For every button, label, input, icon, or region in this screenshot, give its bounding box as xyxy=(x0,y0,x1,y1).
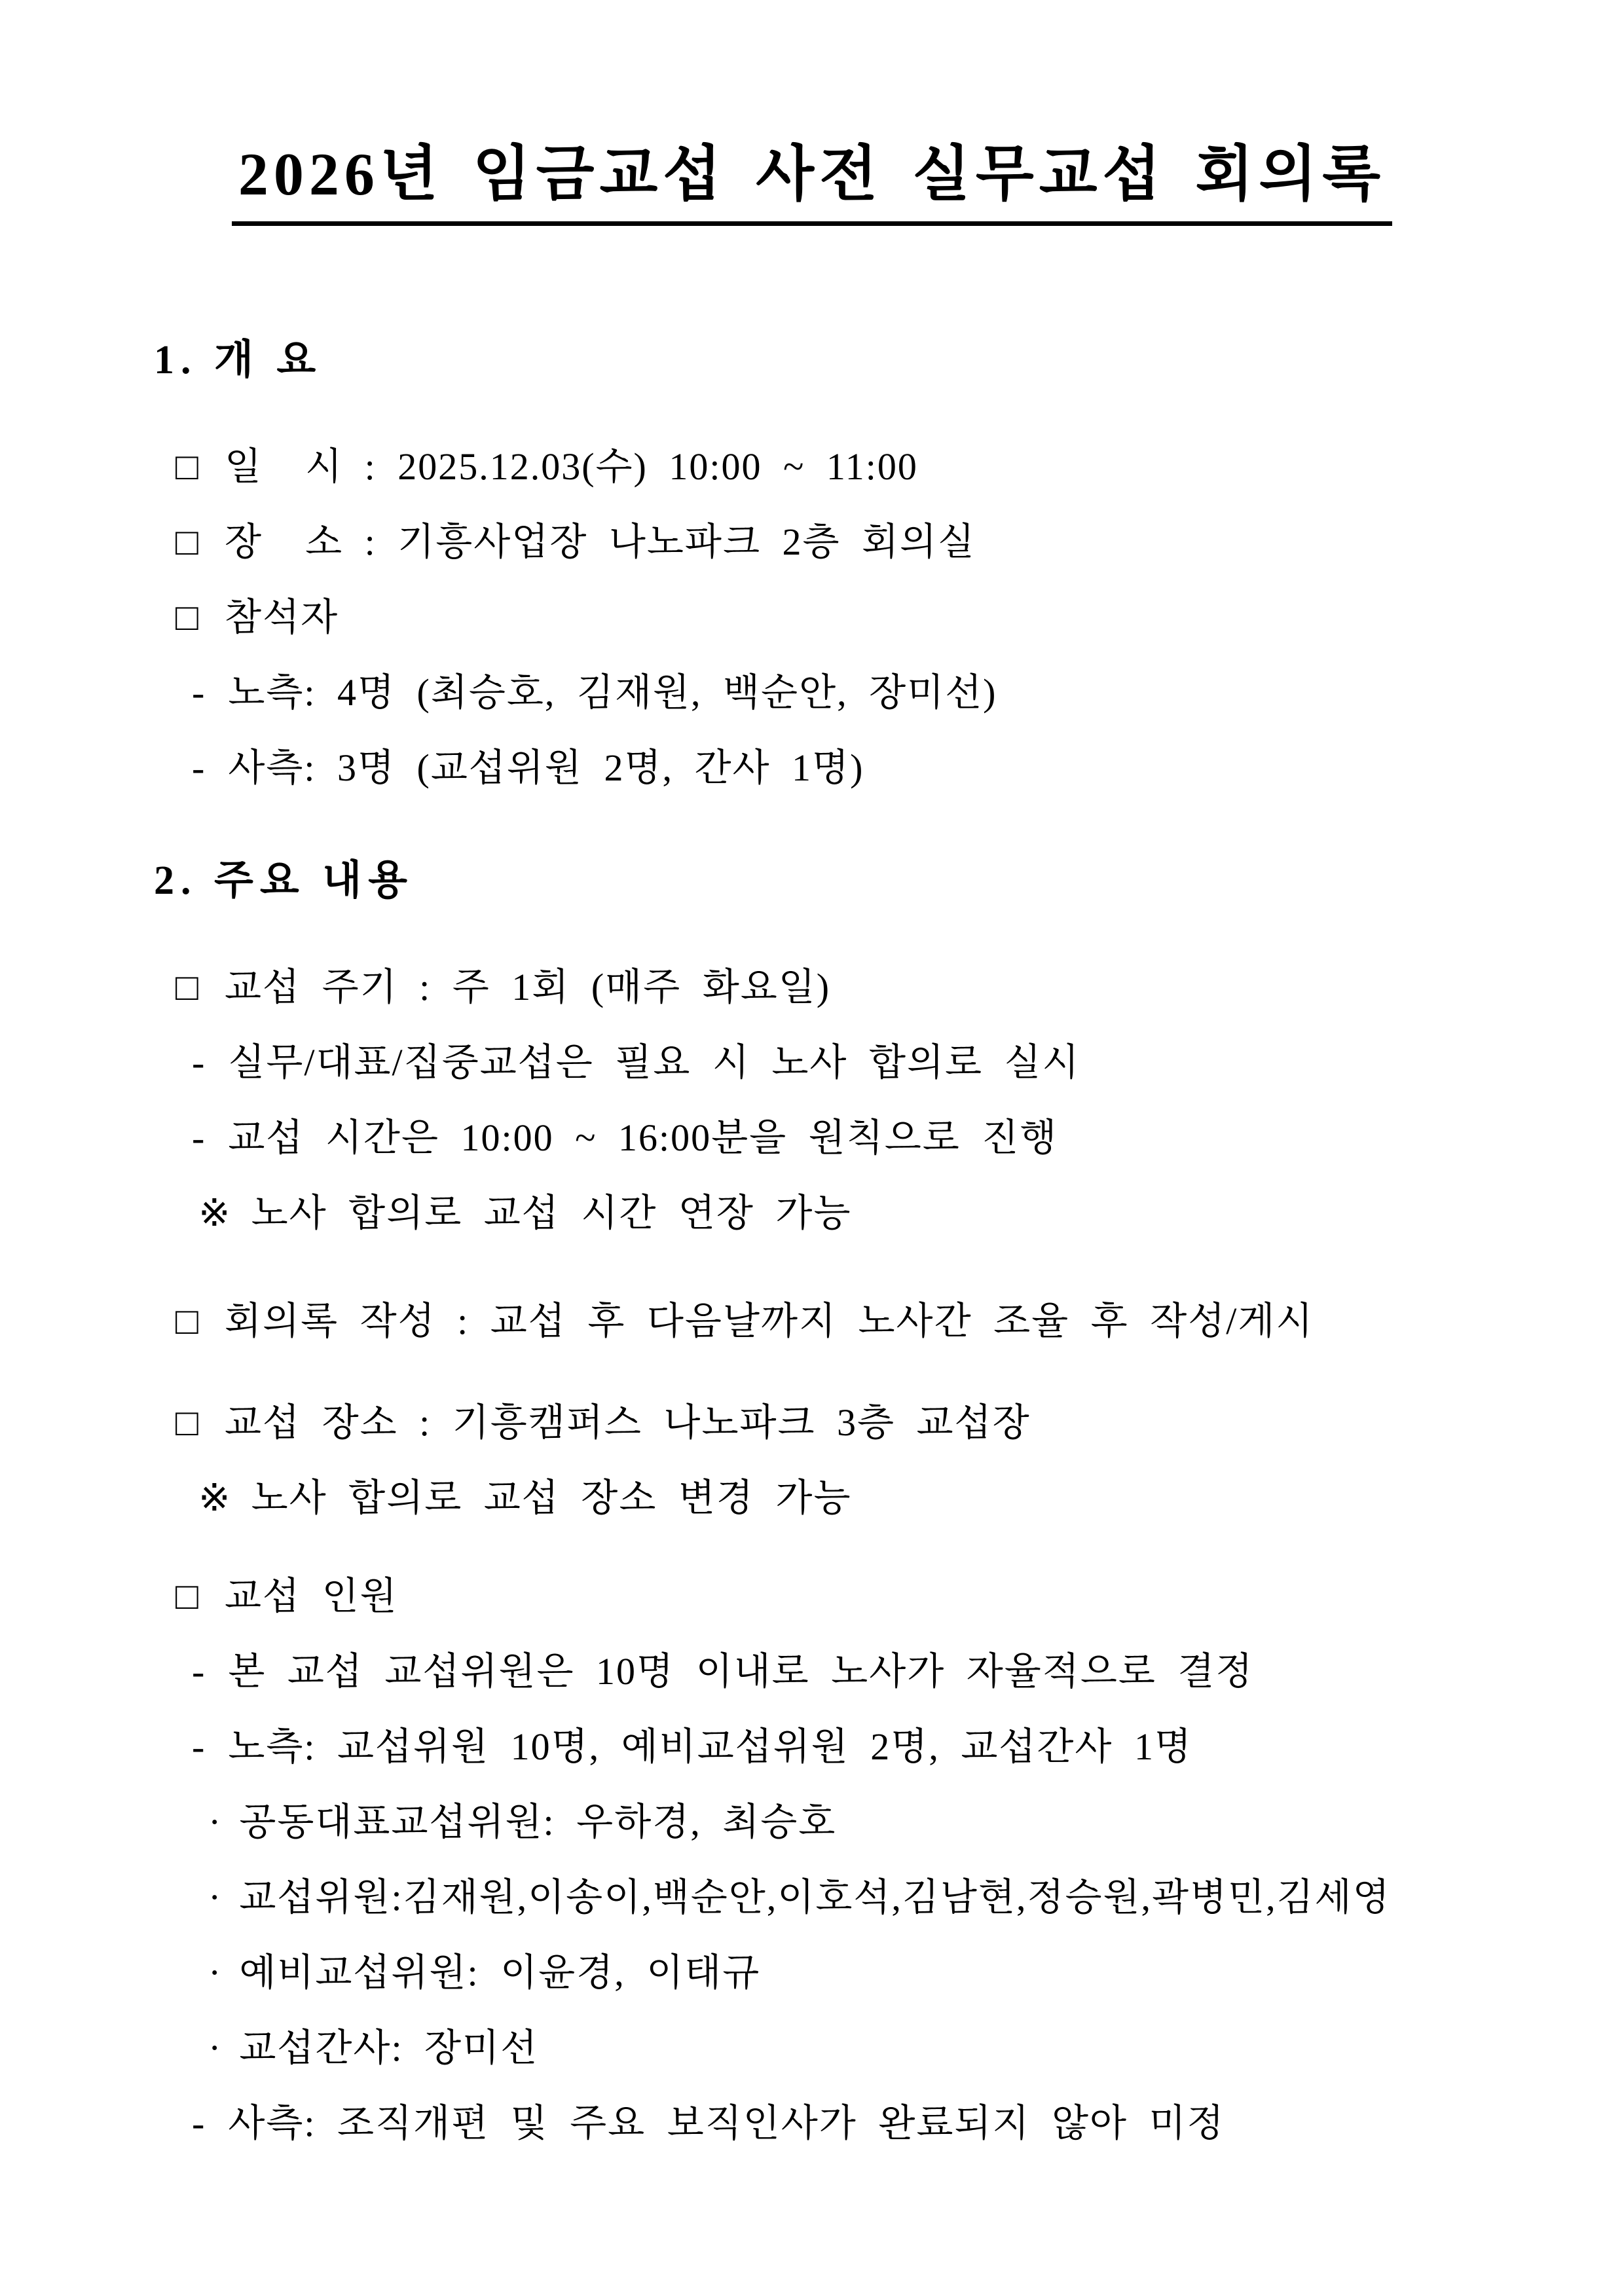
line-text: 일 시 : 2025.12.03(수) 10:00 ~ 11:00 xyxy=(225,445,918,488)
doc-line-committee-members xyxy=(208,1875,1624,1920)
doc-line-union-committee xyxy=(192,1724,1624,1770)
doc-line-datetime xyxy=(175,444,1624,490)
dot-bullet: · xyxy=(208,1876,223,1919)
doc-line-cycle xyxy=(175,964,1624,1010)
document-title-text: 2026년 임금교섭 사전 실무교섭 회의록 xyxy=(232,126,1392,226)
line-text: 교섭 시간은 10:00 ~ 16:00분을 원칙으로 진행 xyxy=(228,1116,1058,1159)
doc-line-reserve-members xyxy=(208,1950,1624,1996)
doc-line-venue-note xyxy=(198,1475,1624,1521)
reference-mark: ※ xyxy=(198,1192,232,1234)
line-text: 교섭 인원 xyxy=(225,1575,398,1617)
line-text: 참석자 xyxy=(225,596,339,638)
box-bullet: □ xyxy=(175,1575,200,1617)
line-text: 노측: 교섭위원 10명, 예비교섭위원 2명, 교섭간사 1명 xyxy=(228,1725,1192,1768)
section-heading-main: 2. 주요 내용 xyxy=(154,858,415,903)
line-text: 사측: 조직개편 및 주요 보직인사가 완료되지 않아 미정 xyxy=(228,2102,1225,2144)
line-text: 노사 합의로 교섭 장소 변경 가능 xyxy=(251,1477,852,1519)
line-text: 교섭 주기 : 주 1회 (매주 화요일) xyxy=(225,966,831,1008)
line-text: 노측: 4명 (최승호, 김재원, 백순안, 장미선) xyxy=(228,671,997,714)
dash-bullet: - xyxy=(192,671,206,714)
doc-line-company-undecided xyxy=(192,2101,1624,2146)
doc-line-minutes xyxy=(175,1298,1624,1344)
line-text: 교섭간사: 장미선 xyxy=(239,2027,539,2069)
doc-line-negotiation-types xyxy=(192,1040,1624,1086)
line-text: 교섭 장소 : 기흥캠퍼스 나노파크 3층 교섭장 xyxy=(225,1401,1031,1444)
doc-line-company-attendees xyxy=(192,745,1624,791)
document-title xyxy=(0,0,1624,226)
line-text: 공동대표교섭위원: 우하경, 최승호 xyxy=(239,1801,837,1843)
doc-line-headcount-rule xyxy=(192,1649,1624,1695)
dash-bullet: - xyxy=(192,1650,206,1693)
line-text: 본 교섭 교섭위원은 10명 이내로 노사가 자율적으로 결정 xyxy=(228,1650,1254,1693)
dot-bullet: · xyxy=(208,1951,223,1994)
doc-line-union-attendees xyxy=(192,670,1624,716)
line-text: 교섭위원:김재원,이송이,백순안,이호석,김남현,정승원,곽병민,김세영 xyxy=(239,1876,1391,1919)
line-text: 장 소 : 기흥사업장 나노파크 2층 회의실 xyxy=(225,521,976,563)
box-bullet: □ xyxy=(175,596,200,638)
doc-line-co-chairs xyxy=(208,1799,1624,1845)
box-bullet: □ xyxy=(175,966,200,1008)
line-text: 실무/대표/집중교섭은 필요 시 노사 합의로 실시 xyxy=(228,1041,1080,1084)
dash-bullet: - xyxy=(192,746,206,789)
box-bullet: □ xyxy=(175,445,200,488)
box-bullet: □ xyxy=(175,521,200,563)
dash-bullet: - xyxy=(192,1725,206,1768)
doc-line-venue xyxy=(175,1400,1624,1446)
line-text: 노사 합의로 교섭 시간 연장 가능 xyxy=(251,1192,852,1234)
dash-bullet: - xyxy=(192,1041,206,1084)
doc-line-attendees xyxy=(175,595,1624,640)
section-heading-overview: 1. 개 요 xyxy=(154,338,323,382)
box-bullet: □ xyxy=(175,1300,200,1342)
doc-line-hours-note xyxy=(198,1190,1624,1236)
box-bullet: □ xyxy=(175,1401,200,1444)
reference-mark: ※ xyxy=(198,1477,232,1519)
line-text: 사측: 3명 (교섭위원 2명, 간사 1명) xyxy=(228,746,864,789)
dot-bullet: · xyxy=(208,1801,223,1843)
doc-line-secretary xyxy=(208,2025,1624,2071)
dash-bullet: - xyxy=(192,2102,206,2144)
doc-line-place xyxy=(175,519,1624,565)
line-text: 회의록 작성 : 교섭 후 다음날까지 노사간 조율 후 작성/게시 xyxy=(225,1300,1314,1342)
doc-line-hours xyxy=(192,1115,1624,1161)
dash-bullet: - xyxy=(192,1116,206,1159)
dot-bullet: · xyxy=(208,2027,223,2069)
doc-line-headcount xyxy=(175,1573,1624,1619)
line-text: 예비교섭위원: 이윤경, 이태규 xyxy=(239,1951,761,1994)
